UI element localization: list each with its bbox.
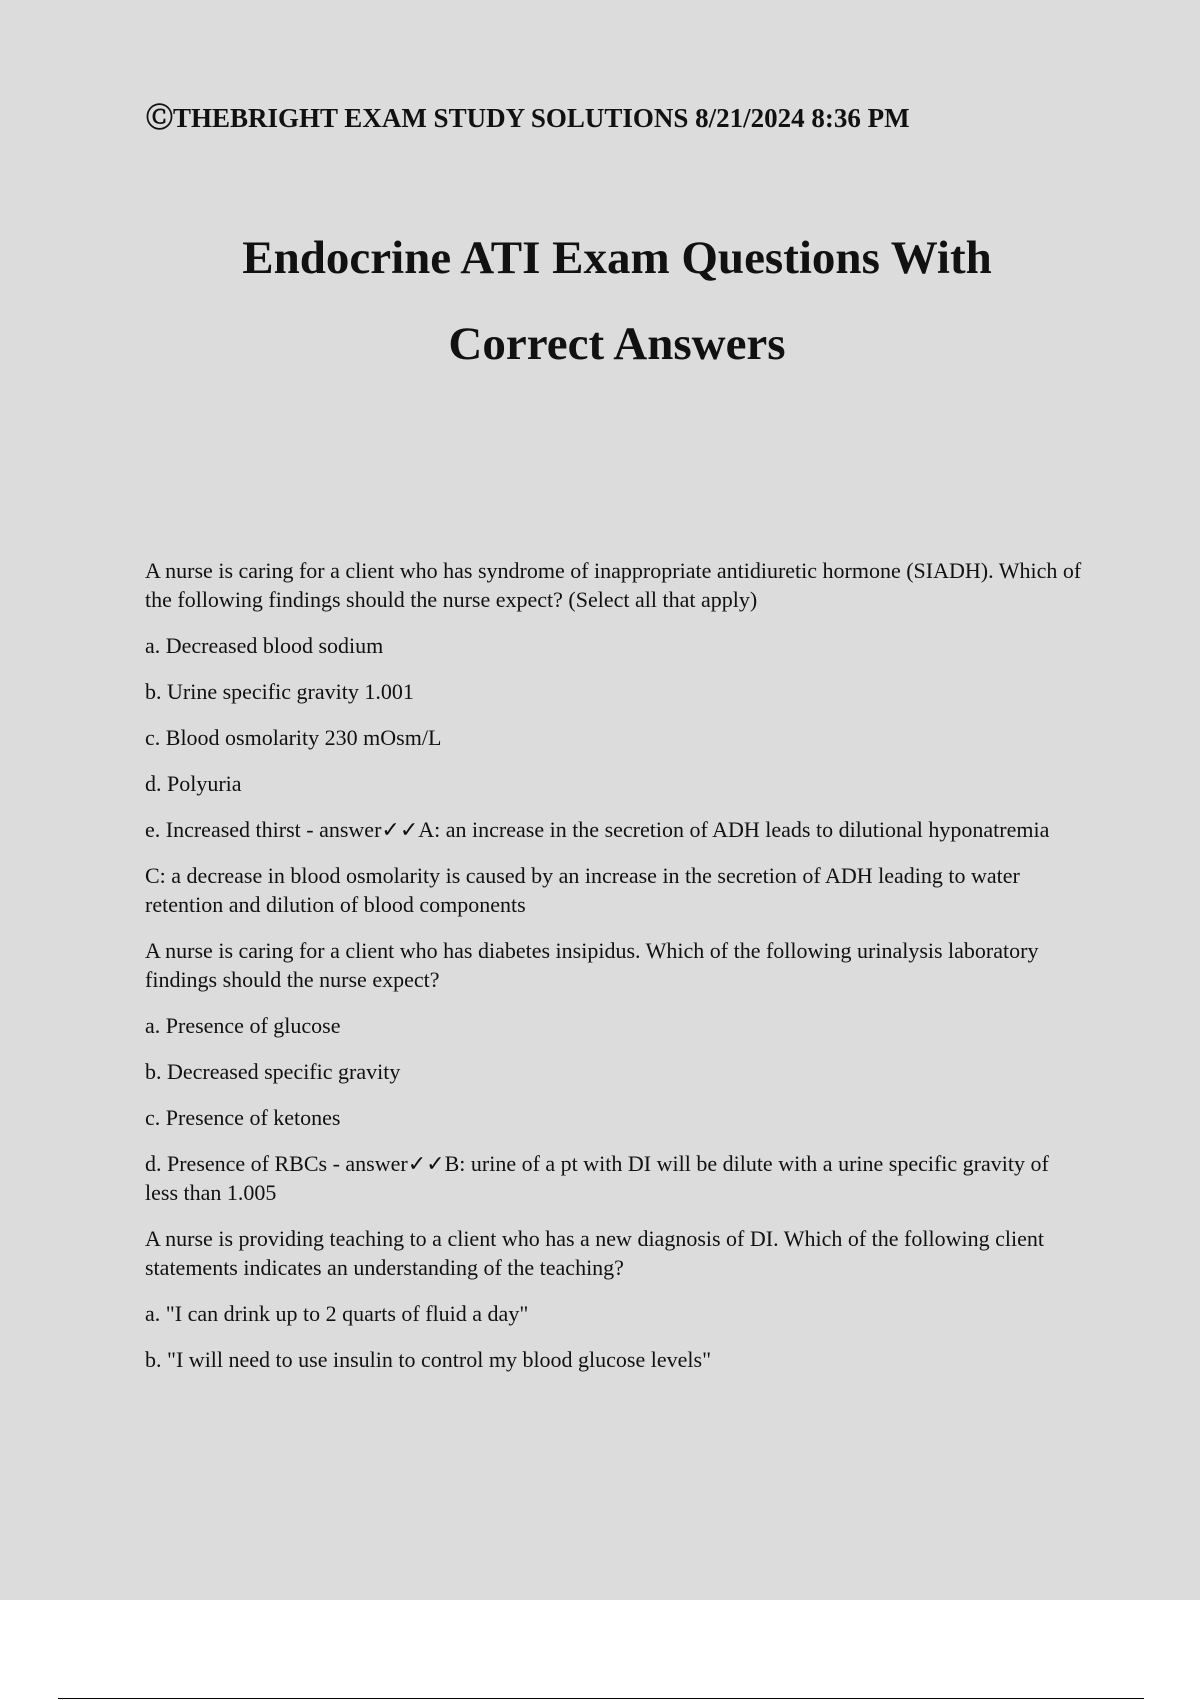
question-2-option-d-answer: d. Presence of RBCs - answer✓✓B: urine of a pt with DI will be dilute with a urine specific gravity of less than 1.005 <box>145 1151 1049 1205</box>
question-1-option-a: a. Decreased blood sodium <box>145 633 384 658</box>
page-header: ⒸTHEBRIGHT EXAM STUDY SOLUTIONS 8/21/2024 8:36 PM <box>146 103 910 133</box>
question-3-option-a: a. "I can drink up to 2 quarts of fluid a day" <box>145 1301 529 1326</box>
title-line-1: Endocrine ATI Exam Questions With <box>242 232 992 284</box>
question-2-option-a: a. Presence of glucose <box>145 1013 341 1038</box>
question-1-option-b: b. Urine specific gravity 1.001 <box>145 679 414 704</box>
footer-divider <box>58 1698 1144 1699</box>
question-1-rationale: C: a decrease in blood osmolarity is caused by an increase in the secretion of ADH leading to water retention and dilution of blood components <box>145 863 1020 917</box>
question-3-stem: A nurse is providing teaching to a client who has a new diagnosis of DI. Which of the following client statements indicates an understanding of the teaching? <box>145 1226 1044 1280</box>
document-body <box>145 556 1085 1391</box>
question-2-option-c: c. Presence of ketones <box>145 1105 341 1130</box>
question-2-stem: A nurse is caring for a client who has diabetes insipidus. Which of the following urinalysis laboratory findings should the nurse expect? <box>145 938 1039 992</box>
question-2-option-b: b. Decreased specific gravity <box>145 1059 401 1084</box>
question-1-stem: A nurse is caring for a client who has syndrome of inappropriate antidiuretic hormone (SIADH). Which of the following findings should the nurse expect? (Select all that apply) <box>145 558 1082 612</box>
title-line-2: Correct Answers <box>448 318 786 370</box>
document-title <box>0 215 1200 387</box>
question-1-option-d: d. Polyuria <box>145 771 242 796</box>
question-1-option-c: c. Blood osmolarity 230 mOsm/L <box>145 725 442 750</box>
question-1-option-e-answer: e. Increased thirst - answer✓✓A: an increase in the secretion of ADH leads to dilutional hyponatremia <box>145 817 1050 842</box>
question-3-option-b: b. "I will need to use insulin to control my blood glucose levels" <box>145 1347 712 1372</box>
